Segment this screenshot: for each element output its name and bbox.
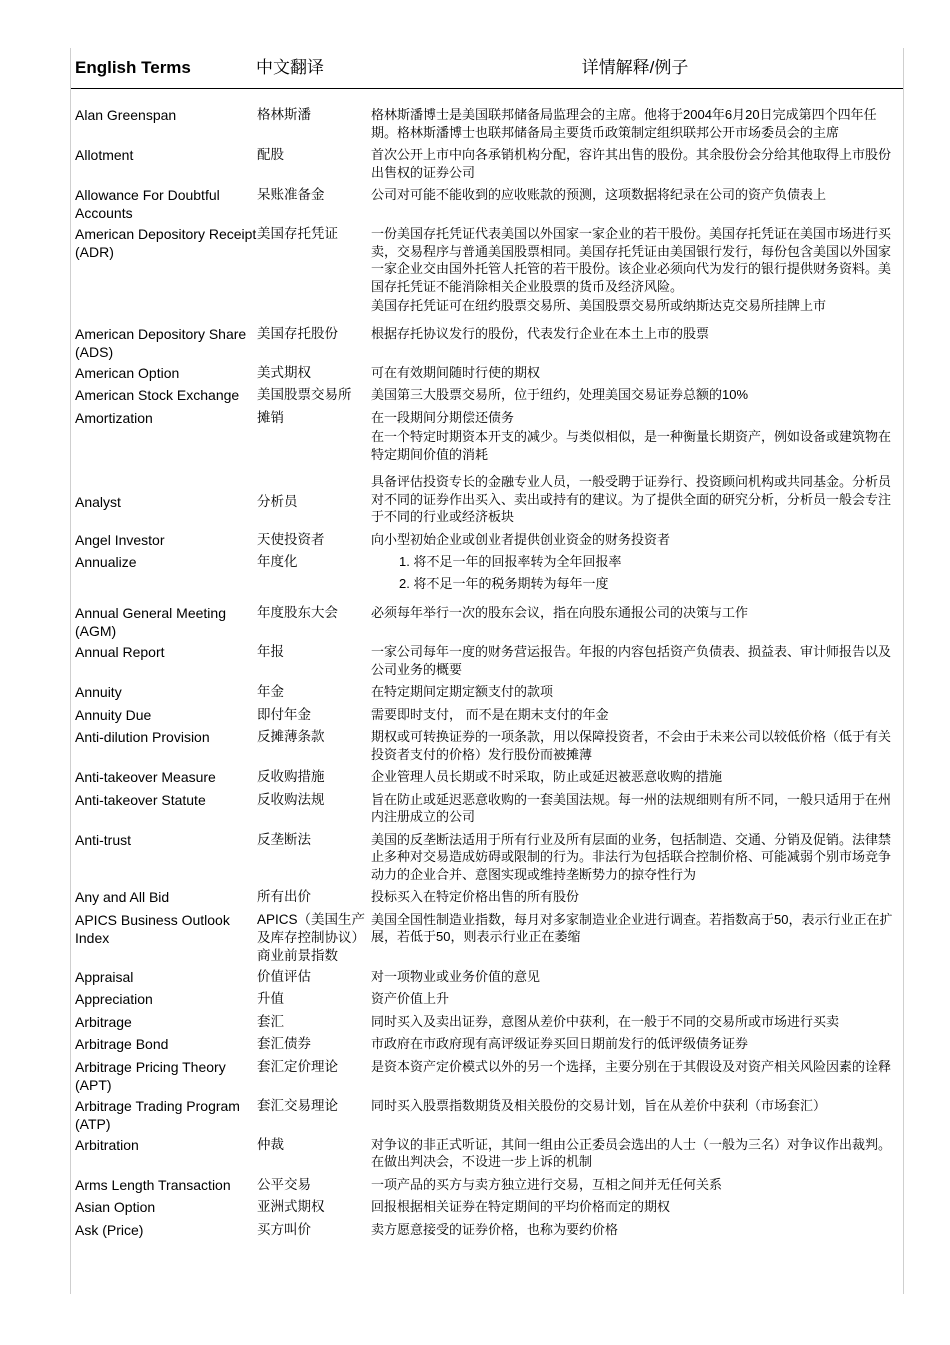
explanation-paragraph: 投标买入在特定价格出售的所有股份	[371, 889, 580, 904]
explanation-paragraph: 对争议的非正式听证，其间一组由公正委员会选出的人士（一般为三名）对争议作出裁判。在做出判决会，不设进一步上诉的机制	[371, 1136, 892, 1169]
explanation-paragraph: 根据存托协议发行的股份，代表发行企业在本土上市的股票	[371, 325, 710, 341]
table-row	[71, 968, 903, 991]
chinese-term: 所有出价	[257, 889, 311, 904]
explanation-paragraph: 资产价值上升	[371, 991, 450, 1006]
english-term: Annualize	[75, 554, 137, 570]
english-term: Arbitration	[75, 1136, 139, 1153]
explanation-paragraph: 旨在防止或延迟恶意收购的一套美国法规。每一州的法规细则有所不同，一般只适用于在州内注册成立的公司	[371, 791, 892, 824]
term-explanation	[371, 386, 897, 406]
chinese-term: 仲裁	[257, 1136, 284, 1152]
english-term: American Option	[75, 364, 180, 381]
table-row	[71, 1176, 903, 1199]
chinese-term: 价值评估	[257, 968, 311, 984]
chinese-term: 反收购法规	[257, 791, 325, 807]
explanation-paragraph: 必须每年举行一次的股东会议，指在向股东通报公司的决策与工作	[371, 605, 749, 620]
table-row	[71, 186, 903, 225]
english-term: Annuity	[75, 684, 122, 700]
header-detail-explanation: 详情解释/例子	[581, 58, 689, 77]
table-row	[71, 990, 903, 1013]
english-term: Asian Option	[75, 1199, 156, 1215]
header-chinese-translation: 中文翻译	[256, 58, 324, 77]
explanation-paragraph: 一家公司每年一度的财务营运报告。年报的内容包括资产负债表、损益表、审计师报告以及公司业务的概要	[371, 644, 892, 677]
term-explanation	[371, 643, 897, 680]
table-row	[71, 643, 903, 683]
numbered-explanation-item: 1. 将不足一年的回报率转为全年回报率	[399, 554, 622, 569]
chinese-term: 年度化	[257, 554, 298, 569]
term-explanation	[371, 1198, 897, 1218]
chinese-term: 格林斯潘	[257, 107, 311, 122]
english-term: Arbitrage Bond	[75, 1036, 169, 1052]
chinese-term: 配股	[257, 147, 284, 162]
english-term: Arbitrage Pricing Theory (APT)	[75, 1058, 226, 1093]
chinese-term: 反垄断法	[257, 831, 311, 847]
term-explanation	[371, 106, 897, 143]
term-explanation	[371, 1035, 897, 1055]
english-term: American Depository Receipt (ADR)	[75, 226, 257, 260]
table-row	[71, 1097, 903, 1136]
term-explanation	[371, 1097, 897, 1117]
table-row	[71, 706, 903, 729]
english-term: American Depository Share (ADS)	[75, 325, 247, 360]
term-explanation	[371, 768, 897, 788]
table-row	[71, 225, 903, 325]
table-row	[71, 1136, 903, 1176]
explanation-paragraph: 卖方愿意接受的证券价格，也称为要约价格	[371, 1221, 619, 1237]
table-row	[71, 1013, 903, 1036]
english-term: Anti-trust	[75, 831, 132, 848]
english-term: Amortization	[75, 409, 153, 426]
chinese-term: 套汇交易理论	[257, 1097, 338, 1113]
term-explanation	[371, 968, 897, 988]
term-explanation	[371, 1176, 897, 1196]
english-term: Anti-takeover Measure	[75, 769, 216, 785]
table-row	[71, 1058, 903, 1097]
header-english-terms: English Terms	[75, 58, 191, 77]
table-row	[71, 409, 903, 474]
table-row	[71, 1198, 903, 1221]
term-explanation	[371, 604, 897, 624]
english-term: Arbitrage	[75, 1013, 132, 1030]
table-row	[71, 604, 903, 643]
english-term: Anti-takeover Statute	[75, 791, 206, 808]
english-term: Angel Investor	[75, 531, 165, 548]
english-term: Allotment	[75, 147, 134, 163]
table-row	[71, 791, 903, 831]
term-explanation	[371, 990, 897, 1010]
explanation-paragraph: 具备评估投资专长的金融专业人员，一般受聘于证券行、投资顾问机构或共同基金。分析员对不同的证券作出买入、卖出或持有的建议。为了提供全面的研究分析，分析员一般会专注于不同的行业或经济板块	[371, 474, 892, 524]
term-explanation	[371, 791, 897, 828]
table-row	[71, 386, 903, 409]
explanation-paragraph: 在特定期间定期定额支付的款项	[371, 684, 554, 699]
chinese-term: 反收购措施	[257, 769, 325, 784]
chinese-term: 年金	[257, 684, 284, 699]
english-term: APICS Business Outlook Index	[75, 911, 230, 946]
term-explanation	[371, 683, 897, 703]
explanation-paragraph: 公司对可能不能收到的应收账款的预测，这项数据将纪录在公司的资产负债表上	[371, 187, 827, 202]
term-explanation	[371, 911, 897, 948]
term-explanation	[371, 531, 897, 551]
table-header	[71, 48, 903, 89]
chinese-term: 分析员	[257, 494, 298, 509]
term-explanation	[371, 325, 897, 345]
term-explanation	[371, 1221, 897, 1241]
chinese-term: 美国存托凭证	[257, 226, 338, 241]
explanation-paragraph: 美国存托凭证可在纽约股票交易所、美国股票交易所或纳斯达克交易所挂牌上市	[371, 298, 827, 313]
term-explanation	[371, 1013, 897, 1033]
table-row	[71, 325, 903, 364]
chinese-term: 年度股东大会	[257, 605, 338, 620]
table-row	[71, 1221, 903, 1244]
table-row	[71, 1035, 903, 1058]
english-term: Ask (Price)	[75, 1221, 144, 1238]
english-term: Allowance For Doubtful Accounts	[75, 187, 220, 221]
explanation-paragraph: 美国的反垄断法适用于所有行业及所有层面的业务，包括制造、交通、分销及促销。法律禁止多种对交易造成妨碍或限制的行为。非法行为包括联合控制价格、可能减弱个别市场竞争动力的企业合并、意图实现或维持垄断势力的掠夺性行为	[371, 831, 892, 882]
chinese-term: 美国存托股份	[257, 325, 338, 341]
explanation-paragraph: 企业管理人员长期或不时采取，防止或延迟被恶意收购的措施	[371, 769, 723, 784]
explanation-paragraph: 一项产品的买方与卖方独立进行交易，互相之间并无任何关系	[371, 1176, 723, 1192]
chinese-term: 亚洲式期权	[257, 1199, 325, 1214]
chinese-term: APICS（美国生产及库存控制协议）商业前景指数	[257, 911, 366, 963]
english-term: Analyst	[75, 494, 121, 510]
table-row	[71, 364, 903, 387]
english-term: Appreciation	[75, 991, 153, 1007]
english-term: Appraisal	[75, 968, 134, 985]
chinese-term: 天使投资者	[257, 531, 325, 547]
chinese-term: 买方叫价	[257, 1221, 311, 1237]
chinese-term: 美式期权	[257, 364, 311, 380]
chinese-term: 反摊薄条款	[257, 729, 325, 744]
explanation-paragraph: 期权或可转换证券的一项条款，用以保障投资者，不会由于未来公司以较低价格（低于有关投资者支付的价格）发行股份而被摊薄	[371, 729, 892, 762]
table-row	[71, 831, 903, 889]
term-explanation	[371, 831, 897, 886]
term-explanation	[371, 1136, 897, 1173]
term-explanation	[371, 1058, 897, 1078]
chinese-term: 公平交易	[257, 1176, 311, 1192]
term-explanation	[371, 186, 897, 206]
explanation-paragraph: 可在有效期间随时行使的期权	[371, 364, 541, 380]
term-explanation	[371, 706, 897, 726]
table-row	[71, 531, 903, 554]
explanation-paragraph: 一份美国存托凭证代表美国以外国家一家企业的若干股份。美国存托凭证在美国市场进行买卖，交易程序与普通美国股票相同。美国存托凭证由美国银行发行，每份包含美国以外国家一家企业交由国外托管人托管的若干股份。该企业必须向代为发行的银行提供财务资料。美国存托凭证不能消除相关企业股票的货币及经济风险。	[371, 226, 892, 294]
explanation-paragraph: 市政府在市政府现有高评级证券买回日期前发行的低评级债务证券	[371, 1036, 749, 1051]
explanation-paragraph: 美国第三大股票交易所，位于纽约，处理美国交易证券总额的10%	[371, 387, 749, 402]
chinese-term: 摊销	[257, 409, 284, 425]
explanation-paragraph: 首次公开上市中向各承销机构分配，容许其出售的股份。其余股份会分给其他取得上市股份出售权的证券公司	[371, 147, 892, 180]
english-term: Arms Length Transaction	[75, 1176, 231, 1193]
explanation-paragraph: 在一段期间分期偿还债务	[371, 409, 515, 425]
numbered-explanation-item: 2. 将不足一年的税务期转为每年一度	[399, 575, 609, 591]
explanation-paragraph: 需要即时支付， 而不是在期末支付的年金	[371, 706, 609, 722]
explanation-paragraph: 是资本资产定价模式以外的另一个选择，主要分别在于其假设及对资产相关风险因素的诠释	[371, 1058, 892, 1074]
english-term: Any and All Bid	[75, 889, 170, 905]
table-row	[71, 728, 903, 768]
table-row	[71, 553, 903, 604]
chinese-term: 套汇债券	[257, 1036, 311, 1051]
english-term: Annual Report	[75, 644, 165, 660]
explanation-paragraph: 对一项物业或业务价值的意见	[371, 968, 541, 984]
english-term: Annual General Meeting (AGM)	[75, 605, 226, 639]
term-explanation	[371, 364, 897, 384]
term-explanation	[371, 473, 897, 528]
english-term: Annuity Due	[75, 706, 152, 723]
table-row	[71, 768, 903, 791]
chinese-term: 年报	[257, 644, 284, 659]
explanation-paragraph: 回报根据相关证券在特定期间的平均价格而定的期权	[371, 1199, 671, 1214]
chinese-term: 即付年金	[257, 706, 311, 722]
explanation-paragraph: 在一个特定时期资本开支的减少。与类似相似，是一种衡量长期资产，例如设备或建筑物在特定期间价值的消耗	[371, 429, 892, 462]
chinese-term: 套汇	[257, 1013, 284, 1029]
table-row	[71, 473, 903, 531]
chinese-term: 套汇定价理论	[257, 1058, 338, 1074]
explanation-paragraph: 格林斯潘博士是美国联邦储备局监理会的主席。他将于2004年6月20日完成第四个四年任期。格林斯潘博士也联邦储备局主要货币政策制定组织联邦公开市场委员会的主席	[371, 107, 877, 140]
chinese-term: 美国股票交易所	[257, 387, 352, 402]
english-term: Alan Greenspan	[75, 107, 177, 123]
term-explanation	[371, 409, 897, 466]
term-explanation	[371, 728, 897, 765]
explanation-paragraph: 同时买入及卖出证券，意图从差价中获利，在一般于不同的交易所或市场进行买卖	[371, 1013, 840, 1029]
table-row	[71, 106, 903, 146]
chinese-term: 呆账准备金	[257, 187, 325, 202]
table-row	[71, 911, 903, 968]
english-term: Anti-dilution Provision	[75, 729, 210, 745]
explanation-paragraph: 同时买入股票指数期货及相关股份的交易计划，旨在从差价中获利（市场套汇）	[371, 1097, 827, 1113]
term-explanation	[371, 146, 897, 183]
glossary-page	[70, 48, 904, 1294]
explanation-paragraph: 向小型初始企业或创业者提供创业资金的财务投资者	[371, 531, 671, 547]
term-explanation	[371, 225, 897, 317]
chinese-term: 升值	[257, 991, 284, 1006]
term-explanation	[371, 888, 897, 908]
term-explanation	[371, 553, 897, 596]
explanation-paragraph: 美国全国性制造业指数，每月对多家制造业企业进行调查。若指数高于50，表示行业正在扩展，若低于50，则表示行业正在萎缩	[371, 911, 893, 944]
table-row	[71, 683, 903, 706]
table-row	[71, 146, 903, 186]
glossary-table-body	[71, 106, 903, 1243]
table-row	[71, 888, 903, 911]
english-term: Arbitrage Trading Program (ATP)	[75, 1097, 240, 1132]
english-term: American Stock Exchange	[75, 387, 240, 403]
